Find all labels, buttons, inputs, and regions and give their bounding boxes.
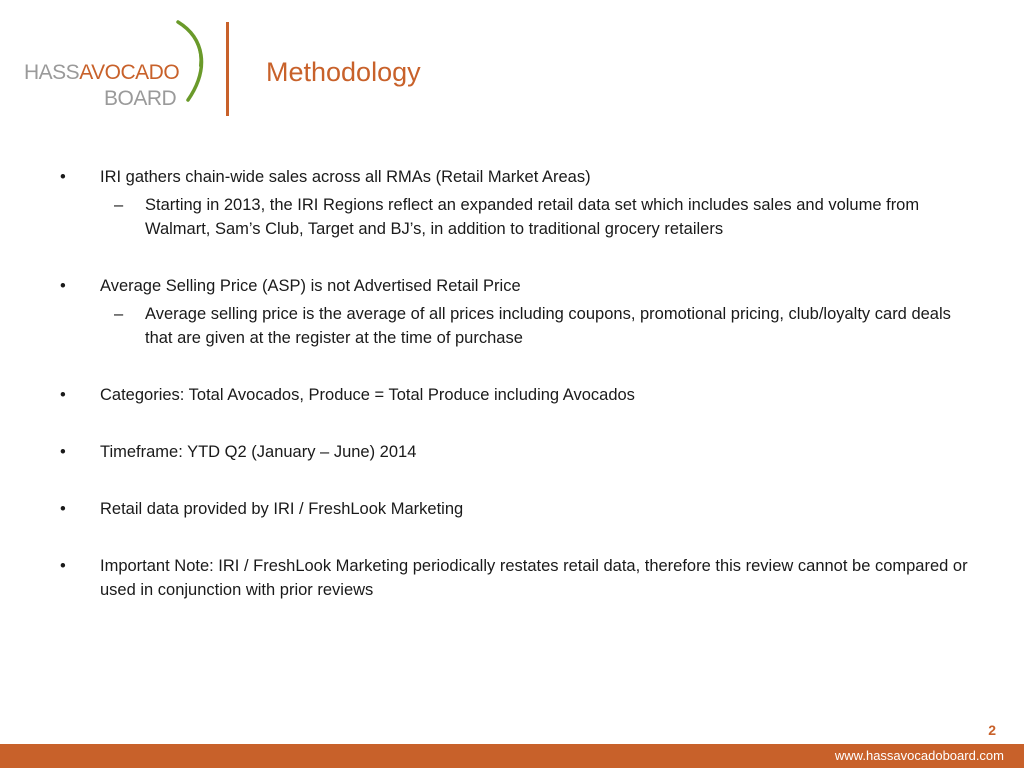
logo-wordmark xyxy=(24,62,179,84)
bullet-text: IRI gathers chain-wide sales across all RMAs (Retail Market Areas) xyxy=(100,168,591,186)
bullet-item xyxy=(58,165,978,189)
slide-title: Methodology xyxy=(266,57,421,87)
footer-website-link[interactable]: www.hassavocadoboard.com xyxy=(834,748,1004,763)
bullet-marker: • xyxy=(60,443,66,461)
sub-bullet-text: Average selling price is the average of all prices including coupons, promotional pricing, club/loyalty card deals that are given at the register at the time of purchase xyxy=(145,305,951,347)
bullet-marker: • xyxy=(60,168,66,186)
sub-bullet-marker: – xyxy=(114,196,124,214)
sub-bullet-item xyxy=(58,302,978,350)
sub-bullet-marker: – xyxy=(114,305,124,323)
sub-bullet-text: Starting in 2013, the IRI Regions reflect an expanded retail data set which includes sales and volume from Walmart, Sam’s Club, Target and BJ’s, in addition to traditional grocery retailers xyxy=(145,196,920,238)
bullet-item xyxy=(58,497,978,521)
bullet-item xyxy=(58,274,978,298)
bullet-text: Important Note: IRI / FreshLook Marketing periodically restates retail data, therefore this review cannot be compared or used in conjunction with prior reviews xyxy=(100,557,968,599)
bullet-text: Categories: Total Avocados, Produce = Total Produce including Avocados xyxy=(100,386,635,404)
page-number: 2 xyxy=(988,722,996,738)
bullet-text: Timeframe: YTD Q2 (January – June) 2014 xyxy=(100,443,417,461)
bullet-list xyxy=(58,165,978,602)
bullet-text: Average Selling Price (ASP) is not Advertised Retail Price xyxy=(100,277,521,295)
bullet-marker: • xyxy=(60,386,66,404)
hass-avocado-board-logo xyxy=(24,20,224,116)
footer-bar xyxy=(0,744,1024,768)
logo-hass-text: HASS xyxy=(24,61,80,84)
bullet-marker: • xyxy=(60,557,66,575)
bullet-item xyxy=(58,554,978,602)
bullet-text: Retail data provided by IRI / FreshLook Marketing xyxy=(100,500,464,518)
header-divider xyxy=(226,22,229,116)
logo-avocado-text: AVOCADO xyxy=(79,61,180,84)
bullet-marker: • xyxy=(60,277,66,295)
sub-bullet-item xyxy=(58,193,978,241)
bullet-item xyxy=(58,440,978,464)
bullet-marker: • xyxy=(60,500,66,518)
bullet-item xyxy=(58,383,978,407)
logo-board-text: BOARD xyxy=(104,87,177,110)
avocado-leaf-icon xyxy=(174,20,214,104)
